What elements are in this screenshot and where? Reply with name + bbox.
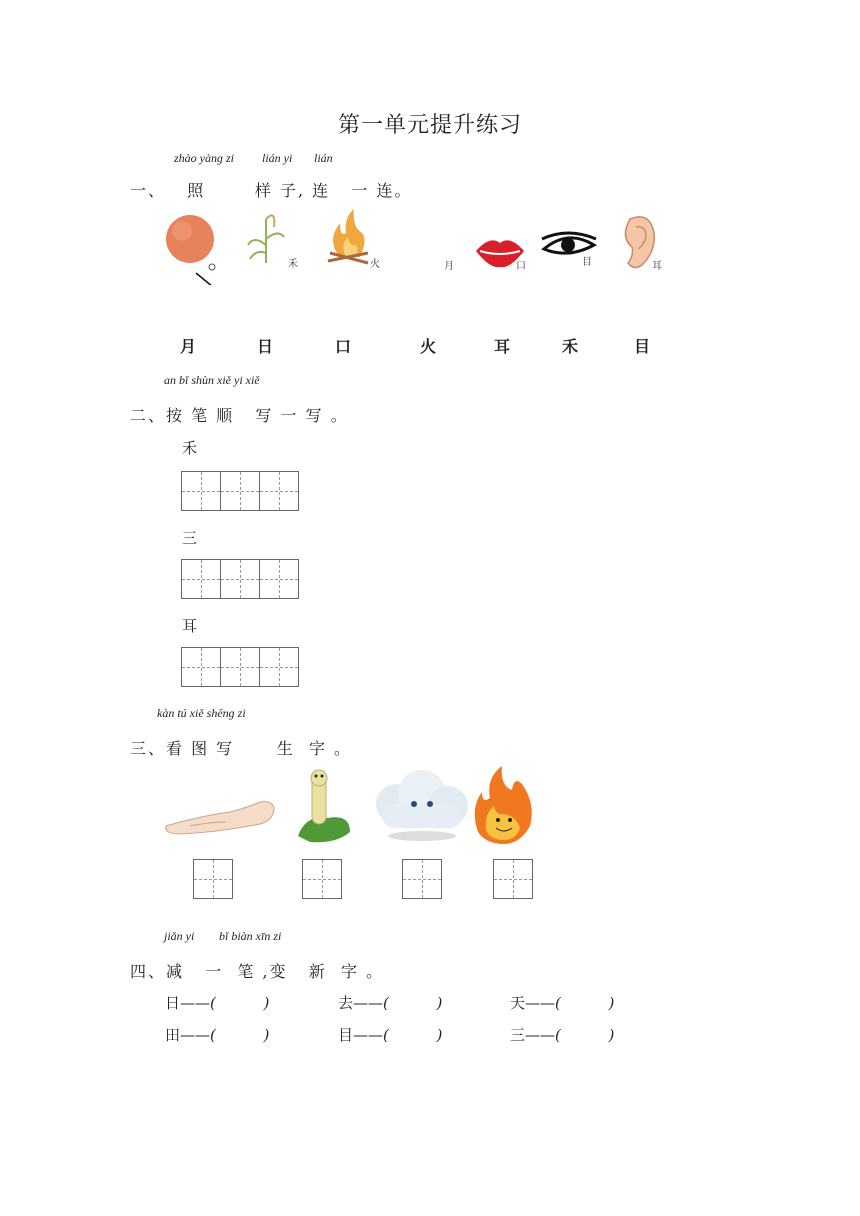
q1-pinyin-2: lián yi xyxy=(262,151,293,165)
page-title: 第一单元提升练习 xyxy=(337,113,522,138)
q1-char-5: 耳 xyxy=(493,337,510,356)
svg-text:目: 目 xyxy=(582,257,592,268)
q1-char-3: 口 xyxy=(334,337,351,356)
q4-item: 日——( ) xyxy=(165,994,270,1012)
q4-char: 目 xyxy=(338,1026,354,1044)
writing-cell[interactable] xyxy=(259,559,299,599)
q4-pinyin-2: bǐ biàn xīn zi xyxy=(219,929,282,943)
q2-char-1: 禾 xyxy=(182,439,198,457)
q1-pictures xyxy=(150,205,690,285)
hand-icon xyxy=(166,802,274,834)
svg-text:口: 口 xyxy=(516,261,526,272)
flame-icon xyxy=(475,766,532,844)
dash: —— xyxy=(525,1026,556,1044)
writing-cell[interactable] xyxy=(193,859,233,899)
q2-grid-2 xyxy=(181,559,299,599)
q2-pinyin: an bǐ shùn xiě yi xiě xyxy=(164,373,260,387)
dash: —— xyxy=(180,1026,211,1044)
q2-char-2: 三 xyxy=(182,529,198,547)
q1-pinyin-3: lián xyxy=(314,151,333,165)
dash: —— xyxy=(353,994,384,1012)
q1-char-6: 禾 xyxy=(561,337,578,356)
svg-text:月: 月 xyxy=(444,261,454,272)
eye-icon xyxy=(542,233,596,268)
q4-item: 去——( ) xyxy=(338,994,443,1012)
q2-grid-1 xyxy=(181,471,299,511)
q2-grid-3 xyxy=(181,647,299,687)
q4-char: 三 xyxy=(510,1026,526,1044)
writing-cell[interactable] xyxy=(220,647,260,687)
q1-char-1: 月 xyxy=(179,337,196,356)
dash: —— xyxy=(525,994,556,1012)
writing-cell[interactable] xyxy=(402,859,442,899)
sun-icon xyxy=(166,215,215,270)
svg-text:耳: 耳 xyxy=(652,261,662,272)
q3-grid-4 xyxy=(493,859,533,899)
q4-char: 天 xyxy=(510,994,526,1012)
q2-heading: 二、按 笔 顺 写 一 写 。 xyxy=(130,406,349,425)
writing-cell[interactable] xyxy=(259,647,299,687)
rice-plant-icon xyxy=(248,215,298,270)
q4-char: 日 xyxy=(165,994,181,1012)
q1-char-7: 目 xyxy=(633,337,650,356)
writing-cell[interactable] xyxy=(181,647,221,687)
q3-pinyin: kàn tú xiě shēnɡ zi xyxy=(157,706,246,720)
q1-pinyin-1: zhào yànɡ zi xyxy=(174,151,234,165)
q1-char-2: 日 xyxy=(256,337,273,356)
dash: —— xyxy=(180,994,211,1012)
q4-item: 田——( ) xyxy=(165,1026,270,1044)
writing-cell[interactable] xyxy=(220,471,260,511)
q1-heading: 一、 照 样 子, 连 一 连。 xyxy=(130,181,413,200)
svg-text:禾: 禾 xyxy=(288,259,298,270)
crescent-moon-icon xyxy=(404,213,454,272)
writing-cell[interactable] xyxy=(220,559,260,599)
fire-icon xyxy=(328,209,380,270)
q3-grid-1 xyxy=(193,859,233,899)
dash: —— xyxy=(353,1026,384,1044)
ear-icon xyxy=(625,217,662,272)
q4-char: 去 xyxy=(338,994,354,1012)
q1-char-4: 火 xyxy=(419,337,436,356)
writing-cell[interactable] xyxy=(259,471,299,511)
q4-char: 田 xyxy=(165,1026,181,1044)
q3-grid-3 xyxy=(402,859,442,899)
q4-item: 天——( ) xyxy=(510,994,615,1012)
q3-pictures xyxy=(160,764,550,848)
q2-char-3: 耳 xyxy=(182,617,198,635)
writing-cell[interactable] xyxy=(493,859,533,899)
svg-text:火: 火 xyxy=(370,259,380,270)
q3-heading: 三、看 图 写 生 字 。 xyxy=(130,739,352,758)
writing-cell[interactable] xyxy=(302,859,342,899)
worm-on-leaf-icon xyxy=(298,770,350,842)
example-connector-line xyxy=(196,273,264,285)
q4-pinyin-1: jiǎn yi xyxy=(164,929,195,943)
writing-cell[interactable] xyxy=(181,559,221,599)
cloud-icon xyxy=(376,770,468,841)
mouth-icon xyxy=(476,240,526,272)
q4-heading: 四、减 一 笔 ,变 新 字 。 xyxy=(130,962,385,981)
q3-grid-2 xyxy=(302,859,342,899)
writing-cell[interactable] xyxy=(181,471,221,511)
q4-item: 三——( ) xyxy=(510,1026,615,1044)
q4-item: 目——( ) xyxy=(338,1026,443,1044)
